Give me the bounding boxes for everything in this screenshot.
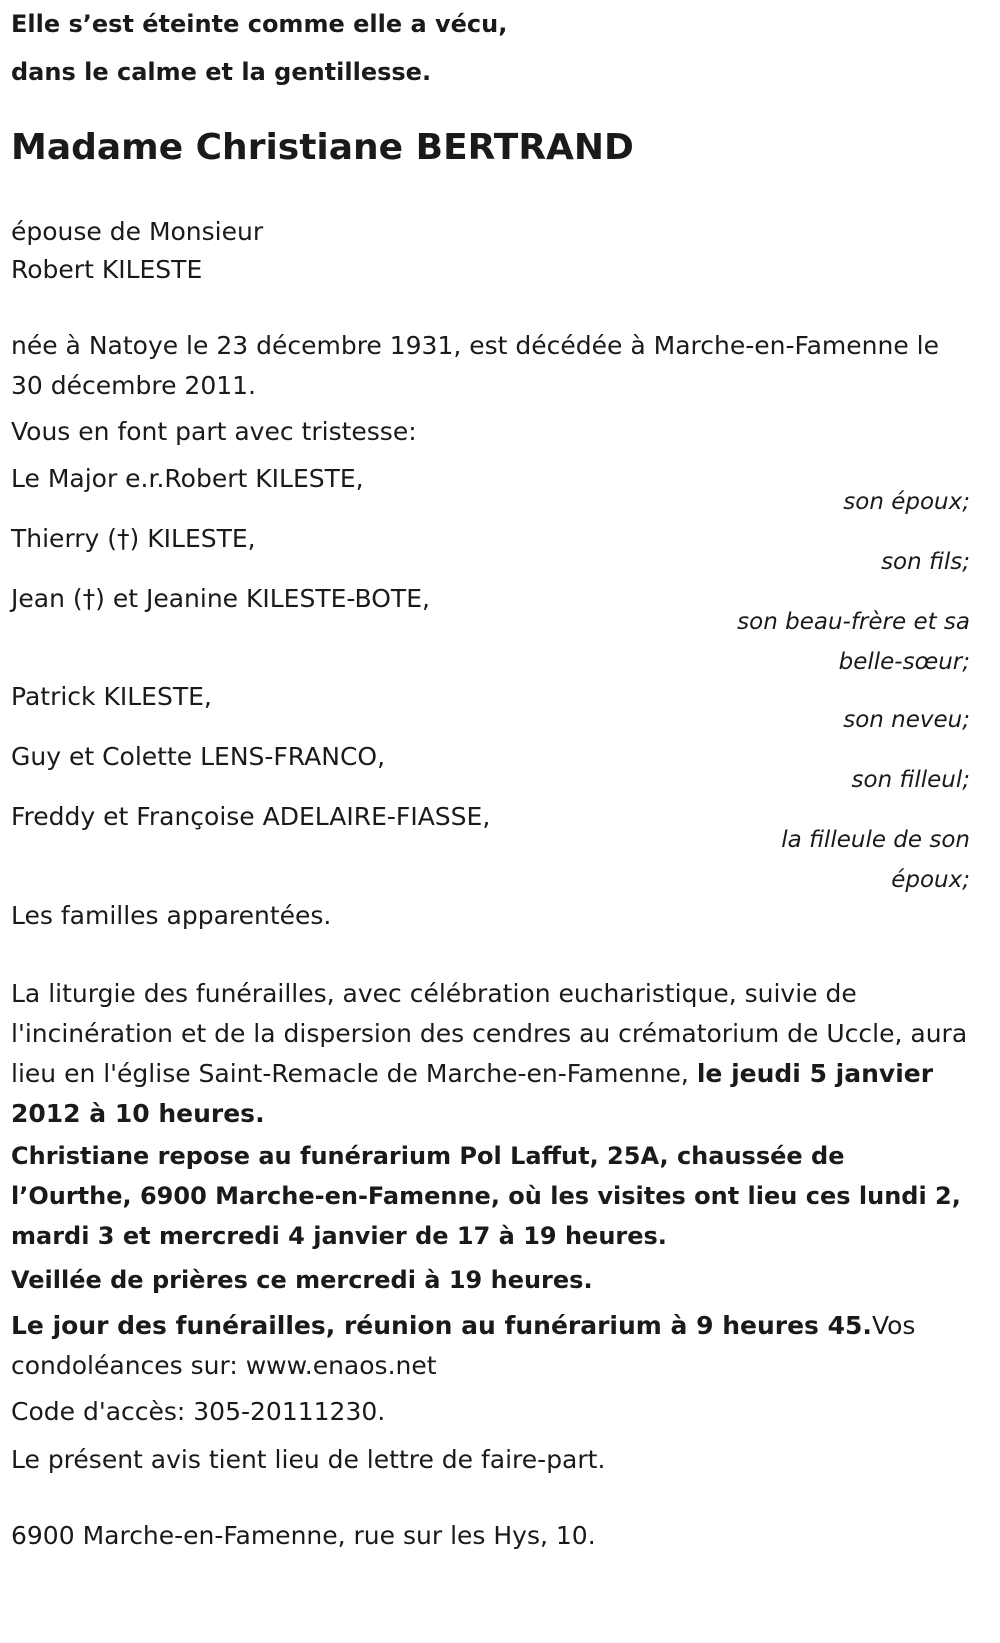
spouse-line-1: épouse de Monsieur [11, 217, 264, 246]
epigraph-line-2: dans le calme et la gentillesse. [11, 58, 432, 86]
mourner-name: Thierry (†) KILESTE, [11, 524, 256, 553]
mourner-relation: la filleule de son époux; [781, 827, 970, 893]
mourner-relation: son fils; [881, 549, 970, 575]
mourner-relation: son beau-frère et sa belle-sœur; [737, 609, 970, 675]
liturgy-text: La liturgie des funérailles, avec célébration eucharistique, suivie de l'incinération et de la dispersion des cendres au crématorium de Uccle, aura lieu en l'église Saint-Remacle de Marche-en-Famenne, [11, 979, 968, 1088]
access-code: Code d'accès: 305-20111230. [11, 1397, 386, 1426]
mourner-name: Freddy et Françoise ADELAIRE-FIASSE, [11, 802, 491, 831]
liturgy-date: le jeudi 5 janvier 2012 à 10 heures. [11, 1059, 934, 1128]
mourner-relation: son époux; [843, 489, 970, 515]
liturgy-paragraph [11, 974, 971, 1134]
meeting-text: Le jour des funérailles, réunion au funérarium à 9 heures 45. [11, 1311, 872, 1340]
family-address: 6900 Marche-en-Famenne, rue sur les Hys, 10. [11, 1521, 596, 1550]
deceased-name: Madame Christiane BERTRAND [11, 127, 634, 168]
repose-paragraph: Christiane repose au funérarium Pol Laffut, 25A, chaussée de l’Ourthe, 6900 Marche-en-Famenne, où les visites ont lieu ces lundi 2, mardi 3 et mercredi 4 janvier de 17 à 19 heures. [11, 1142, 961, 1250]
vigil-notice: Veillée de prières ce mercredi à 19 heures. [11, 1266, 593, 1294]
announcement-intro: Vous en font part avec tristesse: [11, 417, 417, 446]
mourner-name: Guy et Colette LENS-FRANCO, [11, 742, 386, 771]
mourner-relation: son filleul; [851, 767, 970, 793]
meeting-paragraph [11, 1306, 971, 1386]
epigraph-line-1: Elle s’est éteinte comme elle a vécu, [11, 10, 508, 38]
mourner-name: Le Major e.r.Robert KILESTE, [11, 464, 364, 493]
related-families: Les familles apparentées. [11, 901, 332, 930]
birth-death-statement: née à Natoye le 23 décembre 1931, est décédée à Marche-en-Famenne le 30 décembre 2011. [11, 331, 939, 400]
mourner-relation: son neveu; [843, 707, 970, 733]
condolences-text: Vos condoléances sur: www.enaos.net [11, 1311, 916, 1380]
faire-part-notice: Le présent avis tient lieu de lettre de faire-part. [11, 1445, 606, 1474]
spouse-line-2: Robert KILESTE [11, 255, 203, 284]
mourner-name: Jean (†) et Jeanine KILESTE-BOTE, [11, 584, 430, 613]
mourner-name: Patrick KILESTE, [11, 682, 212, 711]
